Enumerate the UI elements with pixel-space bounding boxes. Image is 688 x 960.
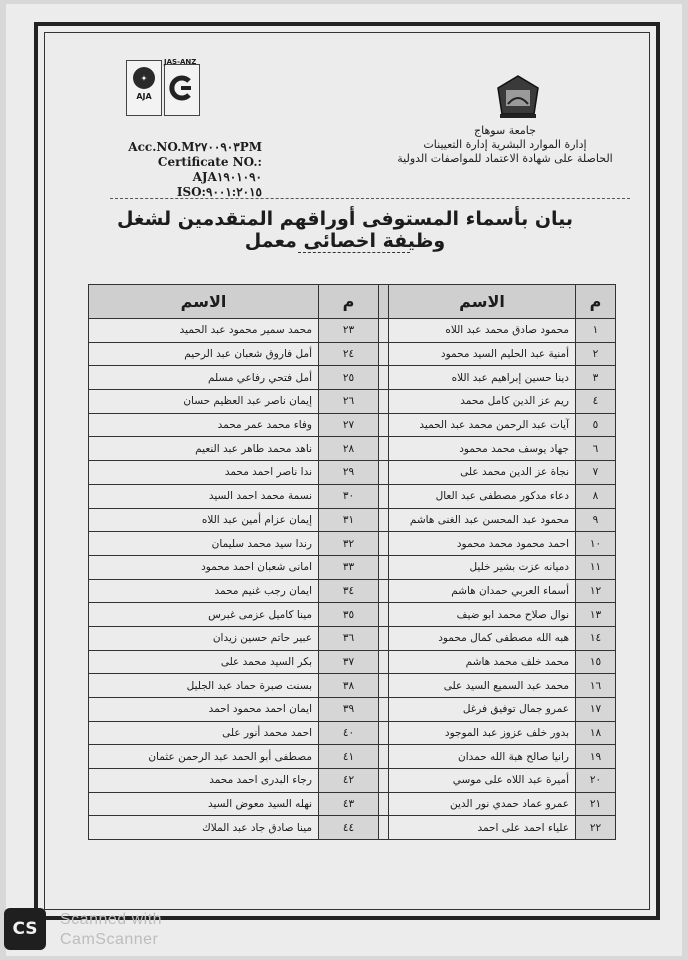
applicant-name: أمل فاروق شعبان عبد الرحيم [89, 342, 319, 366]
table-row [89, 626, 616, 650]
column-gap [379, 579, 389, 603]
applicant-name: بدور خلف عزوز عبد الموجود [389, 721, 576, 745]
applicant-name: أميرة عبد اللاه على موسي [389, 769, 576, 793]
scanner-line-1: Scanned with [60, 911, 163, 928]
certificate-number: Certificate NO.: AJA١٩٠١٠٩٠ [157, 155, 262, 184]
applicant-name: ناهد محمد طاهر عبد النعيم [89, 437, 319, 461]
applicant-name: بسنت صبرة حماد عبد الجليل [89, 674, 319, 698]
table-row [89, 342, 616, 366]
row-number: ١٥ [576, 650, 616, 674]
applicant-name: علياء احمد على احمد [389, 816, 576, 840]
table-row [89, 461, 616, 485]
row-number: ١٨ [576, 721, 616, 745]
column-gap [379, 342, 389, 366]
row-number: ٨ [576, 484, 616, 508]
column-gap [379, 650, 389, 674]
table-row [89, 319, 616, 343]
row-number: ٢٨ [319, 437, 379, 461]
table-header-row [89, 285, 616, 319]
row-number: ١٠ [576, 532, 616, 556]
certificate-info [92, 140, 262, 200]
applicant-name: مينا كاميل عزمى غبرس [89, 603, 319, 627]
row-number: ٣٧ [319, 650, 379, 674]
applicant-name: وفاء محمد عمر محمد [89, 413, 319, 437]
row-number: ٣١ [319, 508, 379, 532]
applicant-name: أمنية عبد الحليم السيد محمود [389, 342, 576, 366]
row-number: ١١ [576, 555, 616, 579]
column-gap [379, 413, 389, 437]
column-gap [379, 769, 389, 793]
row-number: ٣٢ [319, 532, 379, 556]
applicant-name: أسماء العربي حمدان هاشم [389, 579, 576, 603]
table-row [89, 769, 616, 793]
applicant-name: ريم عز الدين كامل محمد [389, 390, 576, 414]
column-gap [379, 532, 389, 556]
column-gap [379, 285, 389, 319]
table-row [89, 555, 616, 579]
table-row [89, 390, 616, 414]
applicant-name: رندا سيد محمد سليمان [89, 532, 319, 556]
applicant-name: عمرو جمال توفيق فرغل [389, 698, 576, 722]
applicant-name: دميانه عزت بشير خليل [389, 555, 576, 579]
row-number: ٤٠ [319, 721, 379, 745]
applicant-name: دينا حسين إبراهيم عبد اللاه [389, 366, 576, 390]
applicant-name: نسمة محمد احمد السيد [89, 484, 319, 508]
table-row [89, 816, 616, 840]
header-num-2: م [319, 285, 379, 319]
table-row [89, 413, 616, 437]
row-number: ١٣ [576, 603, 616, 627]
table-row [89, 579, 616, 603]
column-gap [379, 437, 389, 461]
row-number: ٣٤ [319, 579, 379, 603]
column-gap [379, 792, 389, 816]
row-number: ٧ [576, 461, 616, 485]
applicant-name: احمد محمود محمد محمود [389, 532, 576, 556]
row-number: ١٢ [576, 579, 616, 603]
row-number: ٢٩ [319, 461, 379, 485]
column-gap [379, 745, 389, 769]
row-number: ٢٧ [319, 413, 379, 437]
applicant-name: ندا ناصر احمد محمد [89, 461, 319, 485]
applicant-name: ايمان رجب غنيم محمد [89, 579, 319, 603]
applicant-name: عبير حاتم حسين زيدان [89, 626, 319, 650]
table-row [89, 484, 616, 508]
applicant-name: نوال صلاح محمد ابو ضيف [389, 603, 576, 627]
applicant-name: محمد سمير محمود عبد الحميد [89, 319, 319, 343]
applicant-name: مينا صادق جاد عبد الملاك [89, 816, 319, 840]
row-number: ٤٢ [319, 769, 379, 793]
row-number: ٣٩ [319, 698, 379, 722]
applicant-name: رانيا صالح هبة الله حمدان [389, 745, 576, 769]
aja-logo [126, 60, 162, 116]
row-number: ٣٠ [319, 484, 379, 508]
scanner-watermark [60, 910, 162, 950]
header-divider [110, 198, 630, 199]
row-number: ٢٥ [319, 366, 379, 390]
certification-logos [126, 60, 200, 116]
applicant-name: نجاة عز الدين محمد على [389, 461, 576, 485]
row-number: ٤٣ [319, 792, 379, 816]
accreditation-note: الحاصلة على شهادة الاعتماد للمواصفات الدولية [397, 152, 613, 165]
scanner-line-2: CamScanner [60, 931, 159, 948]
column-gap [379, 674, 389, 698]
table-row [89, 508, 616, 532]
applicant-name: احمد محمد أنور على [89, 721, 319, 745]
applicant-name: امانى شعبان احمد محمود [89, 555, 319, 579]
row-number: ٦ [576, 437, 616, 461]
table-row [89, 532, 616, 556]
row-number: ٥ [576, 413, 616, 437]
column-gap [379, 484, 389, 508]
applicant-name: محمد خلف محمد هاشم [389, 650, 576, 674]
column-gap [379, 555, 389, 579]
row-number: ٣ [576, 366, 616, 390]
row-number: ٢٠ [576, 769, 616, 793]
applicant-name: آيات عبد الرحمن محمد عبد الحميد [389, 413, 576, 437]
column-gap [379, 461, 389, 485]
table-row [89, 366, 616, 390]
table-row [89, 437, 616, 461]
applicant-name: أمل فتحي رفاعي مسلم [89, 366, 319, 390]
acc-number: Acc.NO.M٢٧٠٠٩٠٣PM [128, 140, 262, 154]
table-row [89, 650, 616, 674]
table-row [89, 698, 616, 722]
row-number: ١٤ [576, 626, 616, 650]
row-number: ٢٦ [319, 390, 379, 414]
row-number: ٣٣ [319, 555, 379, 579]
title-underline [298, 252, 410, 253]
jas-anz-logo [164, 64, 200, 116]
applicant-name: هبه الله مصطفى كمال محمود [389, 626, 576, 650]
applicant-name: مصطفى أبو الحمد عبد الرحمن عثمان [89, 745, 319, 769]
row-number: ٤١ [319, 745, 379, 769]
applicant-name: إيمان ناصر عبد العظيم حسان [89, 390, 319, 414]
camscanner-logo: CS [4, 908, 46, 950]
table-row [89, 721, 616, 745]
row-number: ٢١ [576, 792, 616, 816]
applicant-name: بكر السيد محمد على [89, 650, 319, 674]
applicant-name: جهاد يوسف محمد محمود [389, 437, 576, 461]
jas-anz-label: JAS-ANZ [164, 58, 197, 66]
jas-anz-mark-icon [169, 75, 195, 101]
university-seal-icon [494, 74, 542, 120]
applicant-name: محمد عبد السميع السيد على [389, 674, 576, 698]
table-row [89, 745, 616, 769]
aja-logo-text: AJA [136, 92, 152, 101]
applicant-name: ايمان احمد محمود احمد [89, 698, 319, 722]
row-number: ١٧ [576, 698, 616, 722]
table-row [89, 603, 616, 627]
row-number: ١ [576, 319, 616, 343]
column-gap [379, 626, 389, 650]
row-number: ٣٥ [319, 603, 379, 627]
applicant-name: دعاء مدكور مصطفى عبد العال [389, 484, 576, 508]
row-number: ١٩ [576, 745, 616, 769]
header-name-1: الاسم [389, 285, 576, 319]
applicant-name: عمرو عماد حمدي نور الدين [389, 792, 576, 816]
column-gap [379, 319, 389, 343]
header-name-2: الاسم [89, 285, 319, 319]
column-gap [379, 390, 389, 414]
row-number: ١٦ [576, 674, 616, 698]
university-name: جامعة سوهاج [474, 124, 536, 137]
column-gap [379, 816, 389, 840]
row-number: ٤ [576, 390, 616, 414]
table-row [89, 674, 616, 698]
column-gap [379, 698, 389, 722]
page-title: بيان بأسماء المستوفى أوراقهم المتقدمين لشغل وظيفة اخصائى معمل [116, 208, 574, 252]
column-gap [379, 603, 389, 627]
applicant-name: محمود صادق محمد عبد اللاه [389, 319, 576, 343]
applicant-name: إيمان عزام أمين عبد اللاه [89, 508, 319, 532]
table-row [89, 792, 616, 816]
applicant-name: محمود عبد المحسن عبد الغنى هاشم [389, 508, 576, 532]
row-number: ٣٨ [319, 674, 379, 698]
row-number: ٢٤ [319, 342, 379, 366]
row-number: ٢ [576, 342, 616, 366]
university-header [380, 124, 630, 166]
applicant-name: رجاء البدرى احمد محمد [89, 769, 319, 793]
column-gap [379, 508, 389, 532]
column-gap [379, 366, 389, 390]
header-num-1: م [576, 285, 616, 319]
row-number: ٣٦ [319, 626, 379, 650]
row-number: ٢٣ [319, 319, 379, 343]
aja-globe-icon: ✦ [133, 67, 155, 89]
row-number: ٩ [576, 508, 616, 532]
applicants-table [88, 284, 616, 840]
department-name: إدارة الموارد البشرية إدارة التعيينات [423, 138, 587, 151]
iso-standard: ISO:٩٠٠١:٢٠١٥ [176, 185, 262, 199]
row-number: ٢٢ [576, 816, 616, 840]
applicant-name: نهله السيد معوض السيد [89, 792, 319, 816]
column-gap [379, 721, 389, 745]
row-number: ٤٤ [319, 816, 379, 840]
